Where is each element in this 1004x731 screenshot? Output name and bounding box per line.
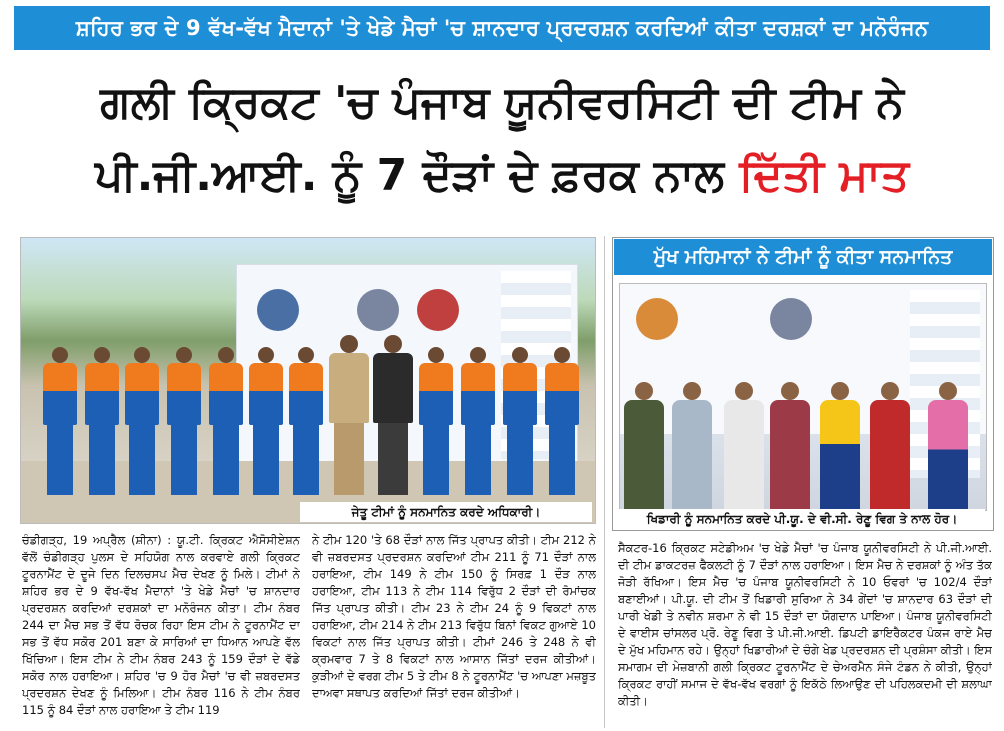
column-divider — [604, 236, 605, 728]
honour-photo — [619, 283, 987, 511]
guest-figure — [724, 382, 764, 510]
player-figure — [928, 382, 968, 510]
side-story-body — [618, 540, 992, 728]
headline-line-2-main: ਪੀ.ਜੀ.ਆਈ. ਨੂੰ 7 ਦੌੜਾਂ ਦੇ ਫ਼ਰਕ ਨਾਲ — [94, 150, 724, 201]
player-figure — [167, 347, 201, 495]
side-story-title: ਮੁੱਖ ਮਹਿਮਾਨਾਂ ਨੇ ਟੀਮਾਂ ਨੂੰ ਕੀਤਾ ਸਨਮਾਨਿਤ — [614, 239, 992, 275]
player-figure — [545, 347, 579, 495]
article-column-1 — [22, 532, 300, 728]
emblem-icon — [417, 289, 459, 331]
badge-icon — [770, 298, 812, 340]
headline-line-1: ਗਲੀ ਕ੍ਰਿਕਟ 'ਚ ਪੰਜਾਬ ਯੂਨੀਵਰਸਿਟੀ ਦੀ ਟੀਮ ਨੇ — [100, 77, 904, 128]
player-figure — [85, 347, 119, 495]
team-photo — [20, 237, 596, 524]
guest-figure — [770, 382, 810, 510]
player-figure — [43, 347, 77, 495]
article-paragraph: ਨੇ ਟੀਮ 120 'ਤੇ 68 ਦੌੜਾਂ ਨਾਲ ਜਿੱਤ ਪ੍ਰਾਪਤ ਕੀਤੀ। ਟੀਮ 212 ਨੇ ਵੀ ਜ਼ਬਰਦਸਤ ਪ੍ਰਦਰਸ਼ਨ ਕਰਦਿਆਂ ਟੀਮ 211 ਨੂੰ 71 ਦੌੜਾਂ ਨਾਲ ਹਰਾਇਆ, ਟੀਮ 149 ਨੇ ਟੀਮ 150 ਨੂੰ ਸਿਰਫ਼ 1 ਦੌੜ ਨਾਲ ਹਰਾਇਆ, ਟੀਮ 113 ਨੇ ਟੀਮ 114 ਵਿਰੁੱਧ 2 ਦੌੜਾਂ ਦੀ ਰੋਮਾਂਚਕ ਜਿੱਤ ਪ੍ਰਾਪਤ ਕੀਤੀ। ਟੀਮ 23 ਨੇ ਟੀਮ 24 ਨੂੰ 9 ਵਿਕਟਾਂ ਨਾਲ ਹਰਾਇਆ, ਟੀਮ 214 ਨੇ ਟੀਮ 213 ਵਿਰੁੱਧ ਬਿਨਾਂ ਵਿਕਟ ਗੁਆਏ 10 ਵਿਕਟਾਂ ਨਾਲ ਜਿੱਤ ਪ੍ਰਾਪਤ ਕੀਤੀ। ਟੀਮਾਂ 246 ਤੇ 248 ਨੇ ਵੀ ਕ੍ਰਮਵਾਰ 7 ਤੇ 8 ਵਿਕਟਾਂ ਨਾਲ ਆਸਾਨ ਜਿੱਤਾਂ ਦਰਜ ਕੀਤੀਆਂ। ਕੁੜੀਆਂ ਦੇ ਵਰਗ ਟੀਮ 5 ਤੇ ਟੀਮ 8 ਨੇ ਟੂਰਨਾਮੈਂਟ 'ਚ ਆਪਣਾ ਮਜ਼ਬੂਤ ਦਾਅਵਾ ਸਥਾਪਤ ਕਰਦਿਆਂ ਜਿੱਤਾਂ ਦਰਜ ਕੀਤੀਆਂ। — [312, 533, 596, 700]
player-figure — [289, 347, 323, 495]
headline-line-2 — [10, 145, 994, 207]
headline-line-2-accent: ਦਿੱਤੀ ਮਾਤ — [739, 150, 910, 201]
player-figure — [249, 347, 283, 495]
police-officer-figure — [329, 335, 369, 495]
honour-photo-caption: ਖਿਡਾਰੀ ਨੂੰ ਸਨਮਾਨਿਤ ਕਰਦੇ ਪੀ.ਯੂ. ਦੇ ਵੀ.ਸੀ. ਰੇਣੂ ਵਿਗ ਤੇ ਨਾਲ ਹੋਰ। — [619, 509, 985, 529]
side-story-paragraph: ਸੈਕਟਰ-16 ਕ੍ਰਿਕਟ ਸਟੇਡੀਅਮ 'ਚ ਖੇਡੇ ਮੈਚਾਂ 'ਚ ਪੰਜਾਬ ਯੂਨੀਵਰਸਿਟੀ ਨੇ ਪੀ.ਜੀ.ਆਈ. ਦੀ ਟੀਮ ਡਾਕਟਰਜ਼ ਫੈਕਲਟੀ ਨੂੰ 7 ਦੌੜਾਂ ਨਾਲ ਹਰਾਇਆ। ਇਸ ਮੈਚ ਨੇ ਦਰਸ਼ਕਾਂ ਨੂੰ ਅੰਤ ਤੱਕ ਜੋੜੀ ਰੱਖਿਆ। ਇਸ ਮੈਚ 'ਚ ਪੰਜਾਬ ਯੂਨੀਵਰਸਿਟੀ ਨੇ 10 ਓਵਰਾਂ 'ਚ 102/4 ਦੌੜਾਂ ਬਣਾਈਆਂ। ਪੀ.ਯੂ. ਦੀ ਟੀਮ ਤੋਂ ਖਿਡਾਰੀ ਸੁਰਿਆ ਨੇ 34 ਗੇਂਦਾਂ 'ਚ ਸ਼ਾਨਦਾਰ 63 ਦੌੜਾਂ ਦੀ ਪਾਰੀ ਖੇਡੀ ਤੇ ਨਵੀਨ ਸ਼ਰਮਾ ਨੇ ਵੀ 15 ਦੌੜਾਂ ਦਾ ਯੋਗਦਾਨ ਪਾਇਆ। ਪੰਜਾਬ ਯੂਨੀਵਰਸਿਟੀ ਦੇ ਵਾਈਸ ਚਾਂਸਲਰ ਪ੍ਰੋ. ਰੇਣੂ ਵਿਗ ਤੇ ਪੀ.ਜੀ.ਆਈ. ਡਿਪਟੀ ਡਾਇਰੈਕਟਰ ਪੰਕਜ ਰਾਏ ਮੈਚ ਦੇ ਮੁੱਖ ਮਹਿਮਾਨ ਰਹੇ। ਉਨ੍ਹਾਂ ਖਿਡਾਰੀਆਂ ਦੇ ਚੰਗੇ ਖੇਡ ਪ੍ਰਦਰਸ਼ਨ ਦੀ ਪ੍ਰਸ਼ੰਸਾ ਕੀਤੀ। ਇਸ ਸਮਾਗਮ ਦੀ ਮੇਜ਼ਬਾਨੀ ਗਲੀ ਕ੍ਰਿਕਟ ਟੂਰਨਾਮੈਂਟ ਦੇ ਚੇਅਰਮੈਨ ਸੰਜੇ ਟੰਡਨ ਨੇ ਕੀਤੀ, ਉਨ੍ਹਾਂ ਕ੍ਰਿਕਟ ਰਾਹੀਂ ਸਮਾਜ ਦੇ ਵੱਖ-ਵੱਖ ਵਰਗਾਂ ਨੂੰ ਇਕੱਠੇ ਲਿਆਉਣ ਦੀ ਪਹਿਲਕਦਮੀ ਦੀ ਸ਼ਲਾਘਾ ਕੀਤੀ। — [618, 541, 992, 708]
player-figure — [461, 347, 495, 495]
team-photo-caption: ਜੇਤੂ ਟੀਮਾਂ ਨੂੰ ਸਨਮਾਨਿਤ ਕਰਦੇ ਅਧਿਕਾਰੀ। — [300, 502, 592, 522]
badge-icon — [357, 289, 399, 331]
player-figure — [419, 347, 453, 495]
player-figure — [820, 382, 860, 510]
guest-figure — [624, 382, 664, 510]
player-figure — [125, 347, 159, 495]
official-figure — [373, 335, 413, 495]
kicker-bar: ਸ਼ਹਿਰ ਭਰ ਦੇ 9 ਵੱਖ-ਵੱਖ ਮੈਦਾਨਾਂ 'ਤੇ ਖੇਡੇ ਮੈਚਾਂ 'ਚ ਸ਼ਾਨਦਾਰ ਪ੍ਰਦਰਸ਼ਨ ਕਰਦਿਆਂ ਕੀਤਾ ਦਰਸ਼ਕਾਂ ਦਾ ਮਨੋਰੰਜਨ — [14, 6, 990, 50]
guest-figure — [870, 382, 910, 510]
logo-icon — [257, 289, 299, 331]
logo-icon — [636, 298, 678, 340]
article-column-2 — [312, 532, 596, 728]
guest-figure — [672, 382, 712, 510]
player-figure — [209, 347, 243, 495]
player-figure — [503, 347, 537, 495]
article-paragraph: ਚੰਡੀਗੜ੍ਹ, 19 ਅਪ੍ਰੈਲ (ਸ਼ੀਨਾ) : ਯੂ.ਟੀ. ਕ੍ਰਿਕਟ ਐਸੋਸੀਏਸ਼ਨ ਵੱਲੋਂ ਚੰਡੀਗੜ੍ਹ ਪੁਲਸ ਦੇ ਸਹਿਯੋਗ ਨਾਲ ਕਰਵਾਏ ਗਲੀ ਕ੍ਰਿਕਟ ਟੂਰਨਾਮੈਂਟ ਦੇ ਦੂਜੇ ਦਿਨ ਦਿਲਚਸਪ ਮੈਚ ਦੇਖਣ ਨੂੰ ਮਿਲੇ। ਟੀਮਾਂ ਨੇ ਸ਼ਹਿਰ ਭਰ ਦੇ 9 ਵੱਖ-ਵੱਖ ਮੈਦਾਨਾਂ 'ਤੇ ਖੇਡੇ ਮੈਚਾਂ 'ਚ ਸ਼ਾਨਦਾਰ ਪ੍ਰਦਰਸ਼ਨ ਕਰਦਿਆਂ ਦਰਸ਼ਕਾਂ ਦਾ ਮਨੋਰੰਜਨ ਕੀਤਾ। ਟੀਮ ਨੰਬਰ 244 ਦਾ ਮੈਚ ਸਭ ਤੋਂ ਵੱਧ ਰੋਚਕ ਰਿਹਾ ਇਸ ਟੀਮ ਨੇ ਟੂਰਨਾਮੈਂਟ ਦਾ ਸਭ ਤੋਂ ਵੱਧ ਸਕੋਰ 201 ਬਣਾ ਕੇ ਸਾਰਿਆਂ ਦਾ ਧਿਆਨ ਆਪਣੇ ਵੱਲ ਖਿੱਚਿਆ। ਇਸ ਟੀਮ ਨੇ ਟੀਮ ਨੰਬਰ 243 ਨੂੰ 159 ਦੌੜਾਂ ਦੇ ਵੱਡੇ ਸਕੋਰ ਨਾਲ ਹਰਾਇਆ। ਸ਼ਹਿਰ 'ਚ 9 ਹੋਰ ਮੈਚਾਂ 'ਚ ਵੀ ਜ਼ਬਰਦਸਤ ਪ੍ਰਦਰਸ਼ਨ ਦੇਖਣ ਨੂੰ ਮਿਲਿਆ। ਟੀਮ ਨੰਬਰ 116 ਨੇ ਟੀਮ ਨੰਬਰ 115 ਨੂੰ 84 ਦੌੜਾਂ ਨਾਲ ਹਰਾਇਆ ਤੇ ਟੀਮ 119 — [22, 533, 300, 717]
